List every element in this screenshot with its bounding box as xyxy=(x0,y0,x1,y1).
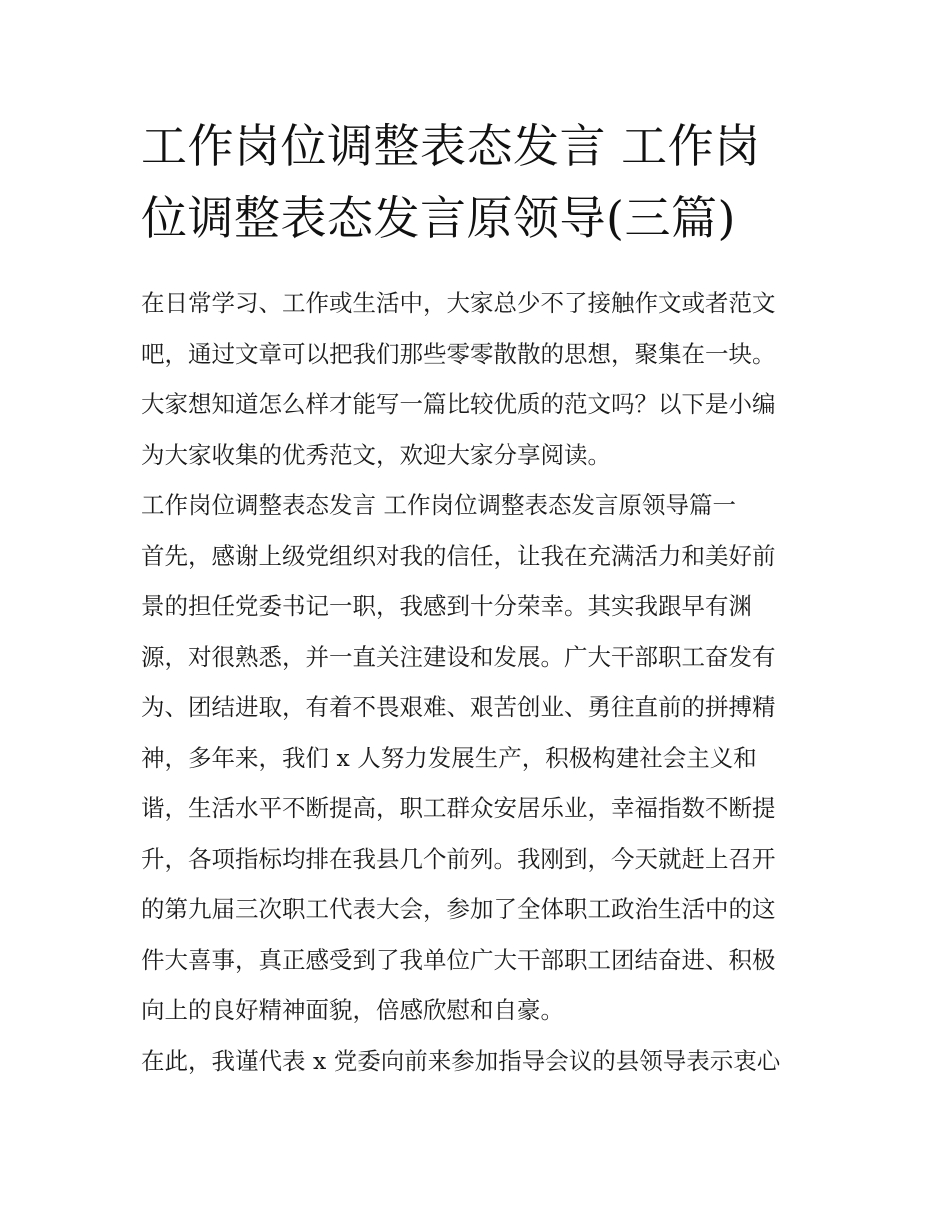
text-line: 景的担任党委书记一职，我感到十分荣幸。其实我跟早有渊 xyxy=(141,592,752,620)
text-line: 源，对很熟悉，并一直关注建设和发展。广大干部职工奋发有 xyxy=(141,642,776,671)
text-line: 为、团结进取，有着不畏艰难、艰苦创业、勇往直前的拼搏精 xyxy=(141,693,776,721)
text-line: 在日常学习、工作或生活中，大家总少不了接触作文或者范文 xyxy=(141,289,776,317)
text-line: 神，多年来，我们 x 人努力发展生产，积极构建社会主义和 xyxy=(141,743,757,772)
document-title xyxy=(141,110,821,254)
text-line: 件大喜事，真正感受到了我单位广大干部职工团结奋进、积极 xyxy=(141,945,776,974)
body-paragraph-2 xyxy=(141,1036,821,1087)
text-line: 工作岗位调整表态发言 工作岗位调整表态发言原领导篇一 xyxy=(141,491,736,519)
text-line: 吧，通过文章可以把我们那些零零散散的思想，聚集在一块。 xyxy=(141,339,776,368)
text-line: 的第九届三次职工代表大会，参加了全体职工政治生活中的这 xyxy=(141,895,776,923)
body-paragraph-1 xyxy=(141,531,821,1036)
title-line: 位调整表态发言原领导(三篇) xyxy=(141,191,736,245)
text-line: 向上的良好精神面貌，倍感欣慰和自豪。 xyxy=(141,996,564,1024)
document-body xyxy=(141,278,821,1086)
title-line: 工作岗位调整表态发言 工作岗 xyxy=(141,119,761,173)
text-line: 首先，感谢上级党组织对我的信任，让我在充满活力和美好前 xyxy=(141,541,776,570)
text-line: 谐，生活水平不断提高，职工群众安居乐业，幸福指数不断提 xyxy=(141,794,776,822)
text-line: 升，各项指标均排在我县几个前列。我刚到，今天就赶上召开 xyxy=(141,844,776,873)
text-line: 大家想知道怎么样才能写一篇比较优质的范文吗？以下是小编 xyxy=(141,390,776,418)
text-line: 在此，我谨代表 x 党委向前来参加指导会议的县领导表示衷心 xyxy=(141,1046,781,1075)
text-line: 为大家收集的优秀范文，欢迎大家分享阅读。 xyxy=(141,440,611,469)
intro-paragraph xyxy=(141,278,821,480)
section-heading xyxy=(141,480,821,531)
